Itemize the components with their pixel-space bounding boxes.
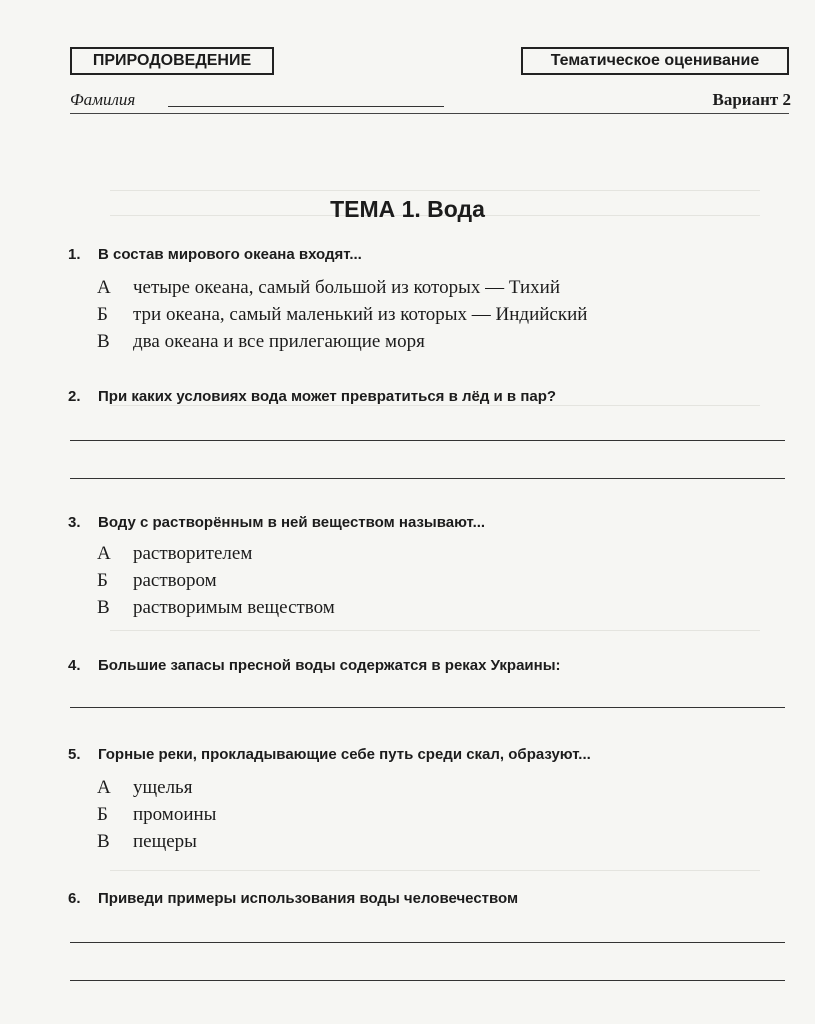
option-letter: В bbox=[97, 597, 110, 618]
question-6 bbox=[68, 890, 519, 907]
question-5-option-a[interactable] bbox=[97, 777, 192, 799]
header-divider bbox=[70, 113, 789, 114]
page-title: ТЕМА 1. Вода bbox=[330, 196, 485, 222]
question-text: Горные реки, прокладывающие себе путь среди скал, образуют... bbox=[98, 746, 591, 763]
question-number: 2. bbox=[68, 388, 81, 405]
question-text: Воду с растворённым в ней веществом называют... bbox=[98, 514, 486, 531]
option-text: три океана, самый маленький из которых — Индийский bbox=[133, 304, 588, 325]
answer-line[interactable] bbox=[70, 980, 785, 981]
question-number: 5. bbox=[68, 746, 81, 763]
question-number: 6. bbox=[68, 890, 81, 907]
question-text: Приведи примеры использования воды человечеством bbox=[98, 890, 519, 907]
option-text: растворимым веществом bbox=[133, 597, 335, 618]
bleed-through-line bbox=[110, 630, 760, 631]
question-number: 1. bbox=[68, 246, 81, 263]
bleed-through-line bbox=[110, 870, 760, 871]
variant-label: Вариант 2 bbox=[712, 90, 791, 109]
question-1-option-a[interactable] bbox=[97, 277, 560, 299]
answer-line[interactable] bbox=[70, 478, 785, 479]
question-3-option-b[interactable] bbox=[97, 570, 217, 592]
option-letter: В bbox=[97, 331, 110, 352]
question-1 bbox=[68, 246, 362, 263]
question-1-option-b[interactable] bbox=[97, 304, 587, 326]
option-letter: А bbox=[97, 277, 111, 298]
bleed-through-line bbox=[110, 190, 760, 191]
question-text: В состав мирового океана входят... bbox=[98, 246, 362, 263]
subject-label: ПРИРОДОВЕДЕНИЕ bbox=[70, 47, 274, 75]
option-text: растворителем bbox=[133, 543, 253, 564]
option-text: промоины bbox=[133, 804, 217, 825]
bleed-through-line bbox=[110, 405, 760, 406]
option-text: ущелья bbox=[133, 777, 193, 798]
option-letter: Б bbox=[97, 804, 108, 825]
answer-line[interactable] bbox=[70, 707, 785, 708]
option-text: четыре океана, самый большой из которых — Тихий bbox=[133, 277, 561, 298]
question-2 bbox=[68, 388, 557, 405]
question-text: При каких условиях вода может превратиться в лёд и в пар? bbox=[98, 388, 557, 405]
option-letter: А bbox=[97, 777, 111, 798]
question-4 bbox=[68, 657, 561, 674]
option-text: пещеры bbox=[133, 831, 197, 852]
surname-field[interactable] bbox=[168, 106, 444, 107]
answer-line[interactable] bbox=[70, 942, 785, 943]
question-3 bbox=[68, 514, 486, 531]
assessment-label: Тематическое оценивание bbox=[521, 47, 789, 75]
question-3-option-a[interactable] bbox=[97, 543, 252, 565]
surname-label: Фамилия bbox=[70, 90, 136, 109]
question-number: 3. bbox=[68, 514, 81, 531]
option-text: раствором bbox=[133, 570, 217, 591]
question-text: Большие запасы пресной воды содержатся в реках Украины: bbox=[98, 657, 561, 674]
option-letter: В bbox=[97, 831, 110, 852]
question-3-option-c[interactable] bbox=[97, 597, 335, 619]
question-5 bbox=[68, 746, 591, 763]
answer-line[interactable] bbox=[70, 440, 785, 441]
option-letter: Б bbox=[97, 570, 108, 591]
question-1-option-c[interactable] bbox=[97, 331, 425, 353]
question-5-option-c[interactable] bbox=[97, 831, 197, 853]
option-letter: А bbox=[97, 543, 111, 564]
question-5-option-b[interactable] bbox=[97, 804, 216, 826]
question-number: 4. bbox=[68, 657, 81, 674]
option-letter: Б bbox=[97, 304, 108, 325]
option-text: два океана и все прилегающие моря bbox=[133, 331, 425, 352]
